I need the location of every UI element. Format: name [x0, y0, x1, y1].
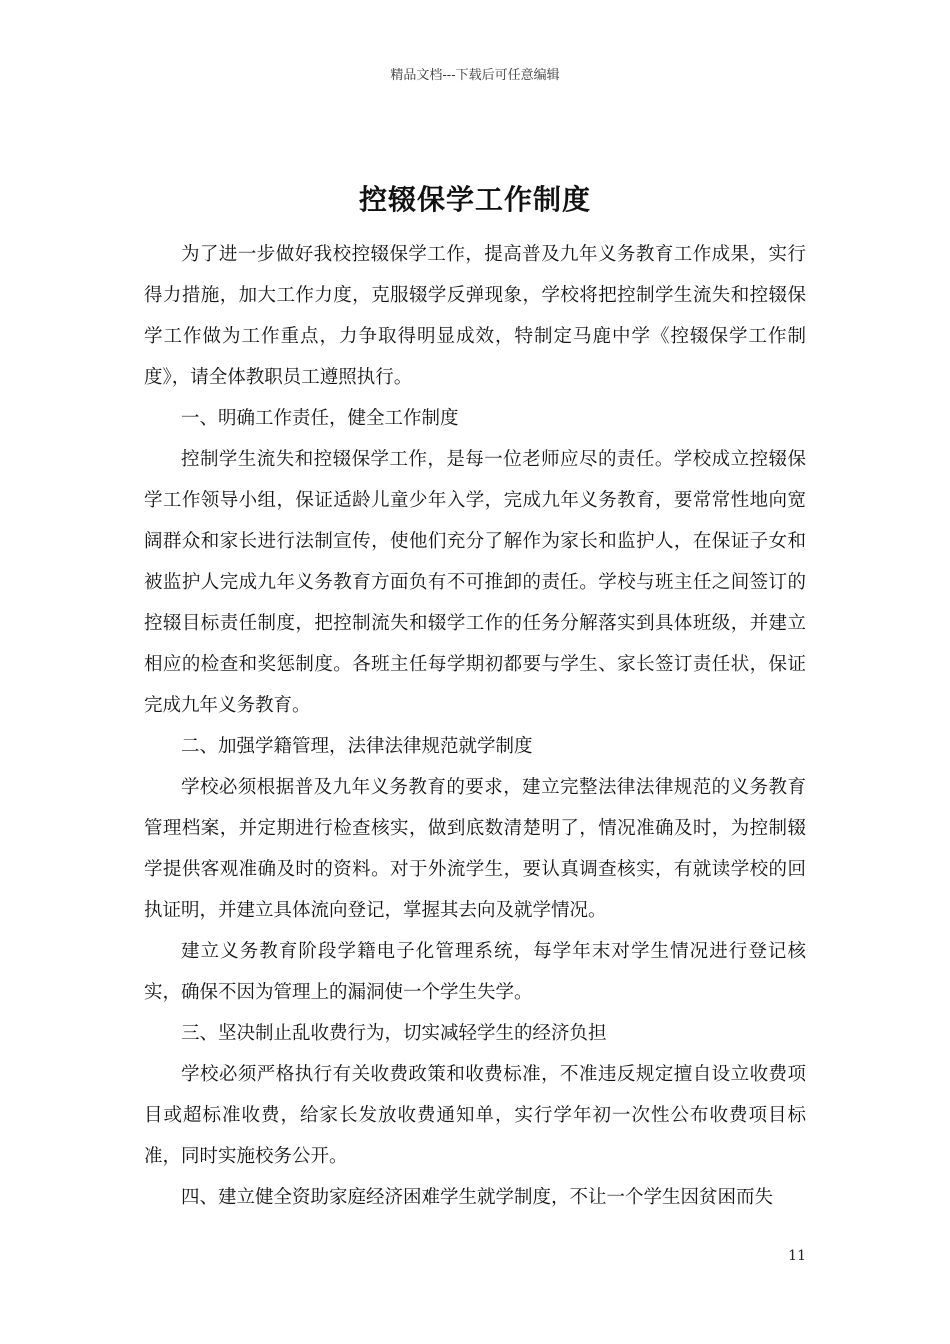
paragraph-section-2a: 学校必须根据普及九年义务教育的要求，建立完整法律法律规范的义务教育管理档案，并定期进行检查核实，做到底数清楚明了，情况准确及时，为控制辍学提供客观准确及时的资料。对于外流学生，要认真调查核实，有就读学校的回执证明，并建立具体流向登记，掌握其去向及就学情况。 [144, 777, 806, 921]
paragraph-intro: 为了进一步做好我校控辍保学工作，提高普及九年义务教育工作成果，实行得力措施，加大工作力度，克服辍学反弹现象，学校将把控制学生流失和控辍保学工作做为工作重点，力争取得明显成效，特制定马鹿中学《控辍保学工作制度》，请全体教职员工遵照执行。 [144, 244, 806, 388]
page-header: 精品文档---下载后可任意编辑 [390, 68, 560, 83]
document-title: 控辍保学工作制度 [358, 183, 591, 216]
document-body [144, 234, 806, 1218]
paragraph-section-2b: 建立义务教育阶段学籍电子化管理系统，每学年末对学生情况进行登记核实，确保不因为管理上的漏洞使一个学生失学。 [144, 941, 806, 1003]
paragraph-section-1: 控制学生流失和控辍保学工作，是每一位老师应尽的责任。学校成立控辍保学工作领导小组，保证适龄儿童少年入学，完成九年义务教育，要常常性地向宽阔群众和家长进行法制宣传，使他们充分了解作为家长和监护人，在保证子女和被监护人完成九年义务教育方面负有不可推卸的责任。学校与班主任之间签订的控辍目标责任制度，把控制流失和辍学工作的任务分解落实到具体班级，并建立相应的检查和奖惩制度。各班主任每学期初都要与学生、家长签订责任状，保证完成九年义务教育。 [144, 449, 806, 716]
section-heading-4: 四、建立健全资助家庭经济困难学生就学制度，不让一个学生因贫困而失 [181, 1187, 774, 1208]
section-heading-3: 三、坚决制止乱收费行为，切实减轻学生的经济负担 [181, 1023, 607, 1044]
page-number: 11 [788, 1248, 806, 1264]
section-heading-2: 二、加强学籍管理，法律法律规范就学制度 [181, 736, 533, 757]
section-heading-1: 一、明确工作责任，健全工作制度 [181, 408, 459, 429]
paragraph-section-3: 学校必须严格执行有关收费政策和收费标准，不准违反规定擅自设立收费项目或超标准收费，给家长发放收费通知单，实行学年初一次性公布收费项目标准，同时实施校务公开。 [144, 1064, 806, 1167]
